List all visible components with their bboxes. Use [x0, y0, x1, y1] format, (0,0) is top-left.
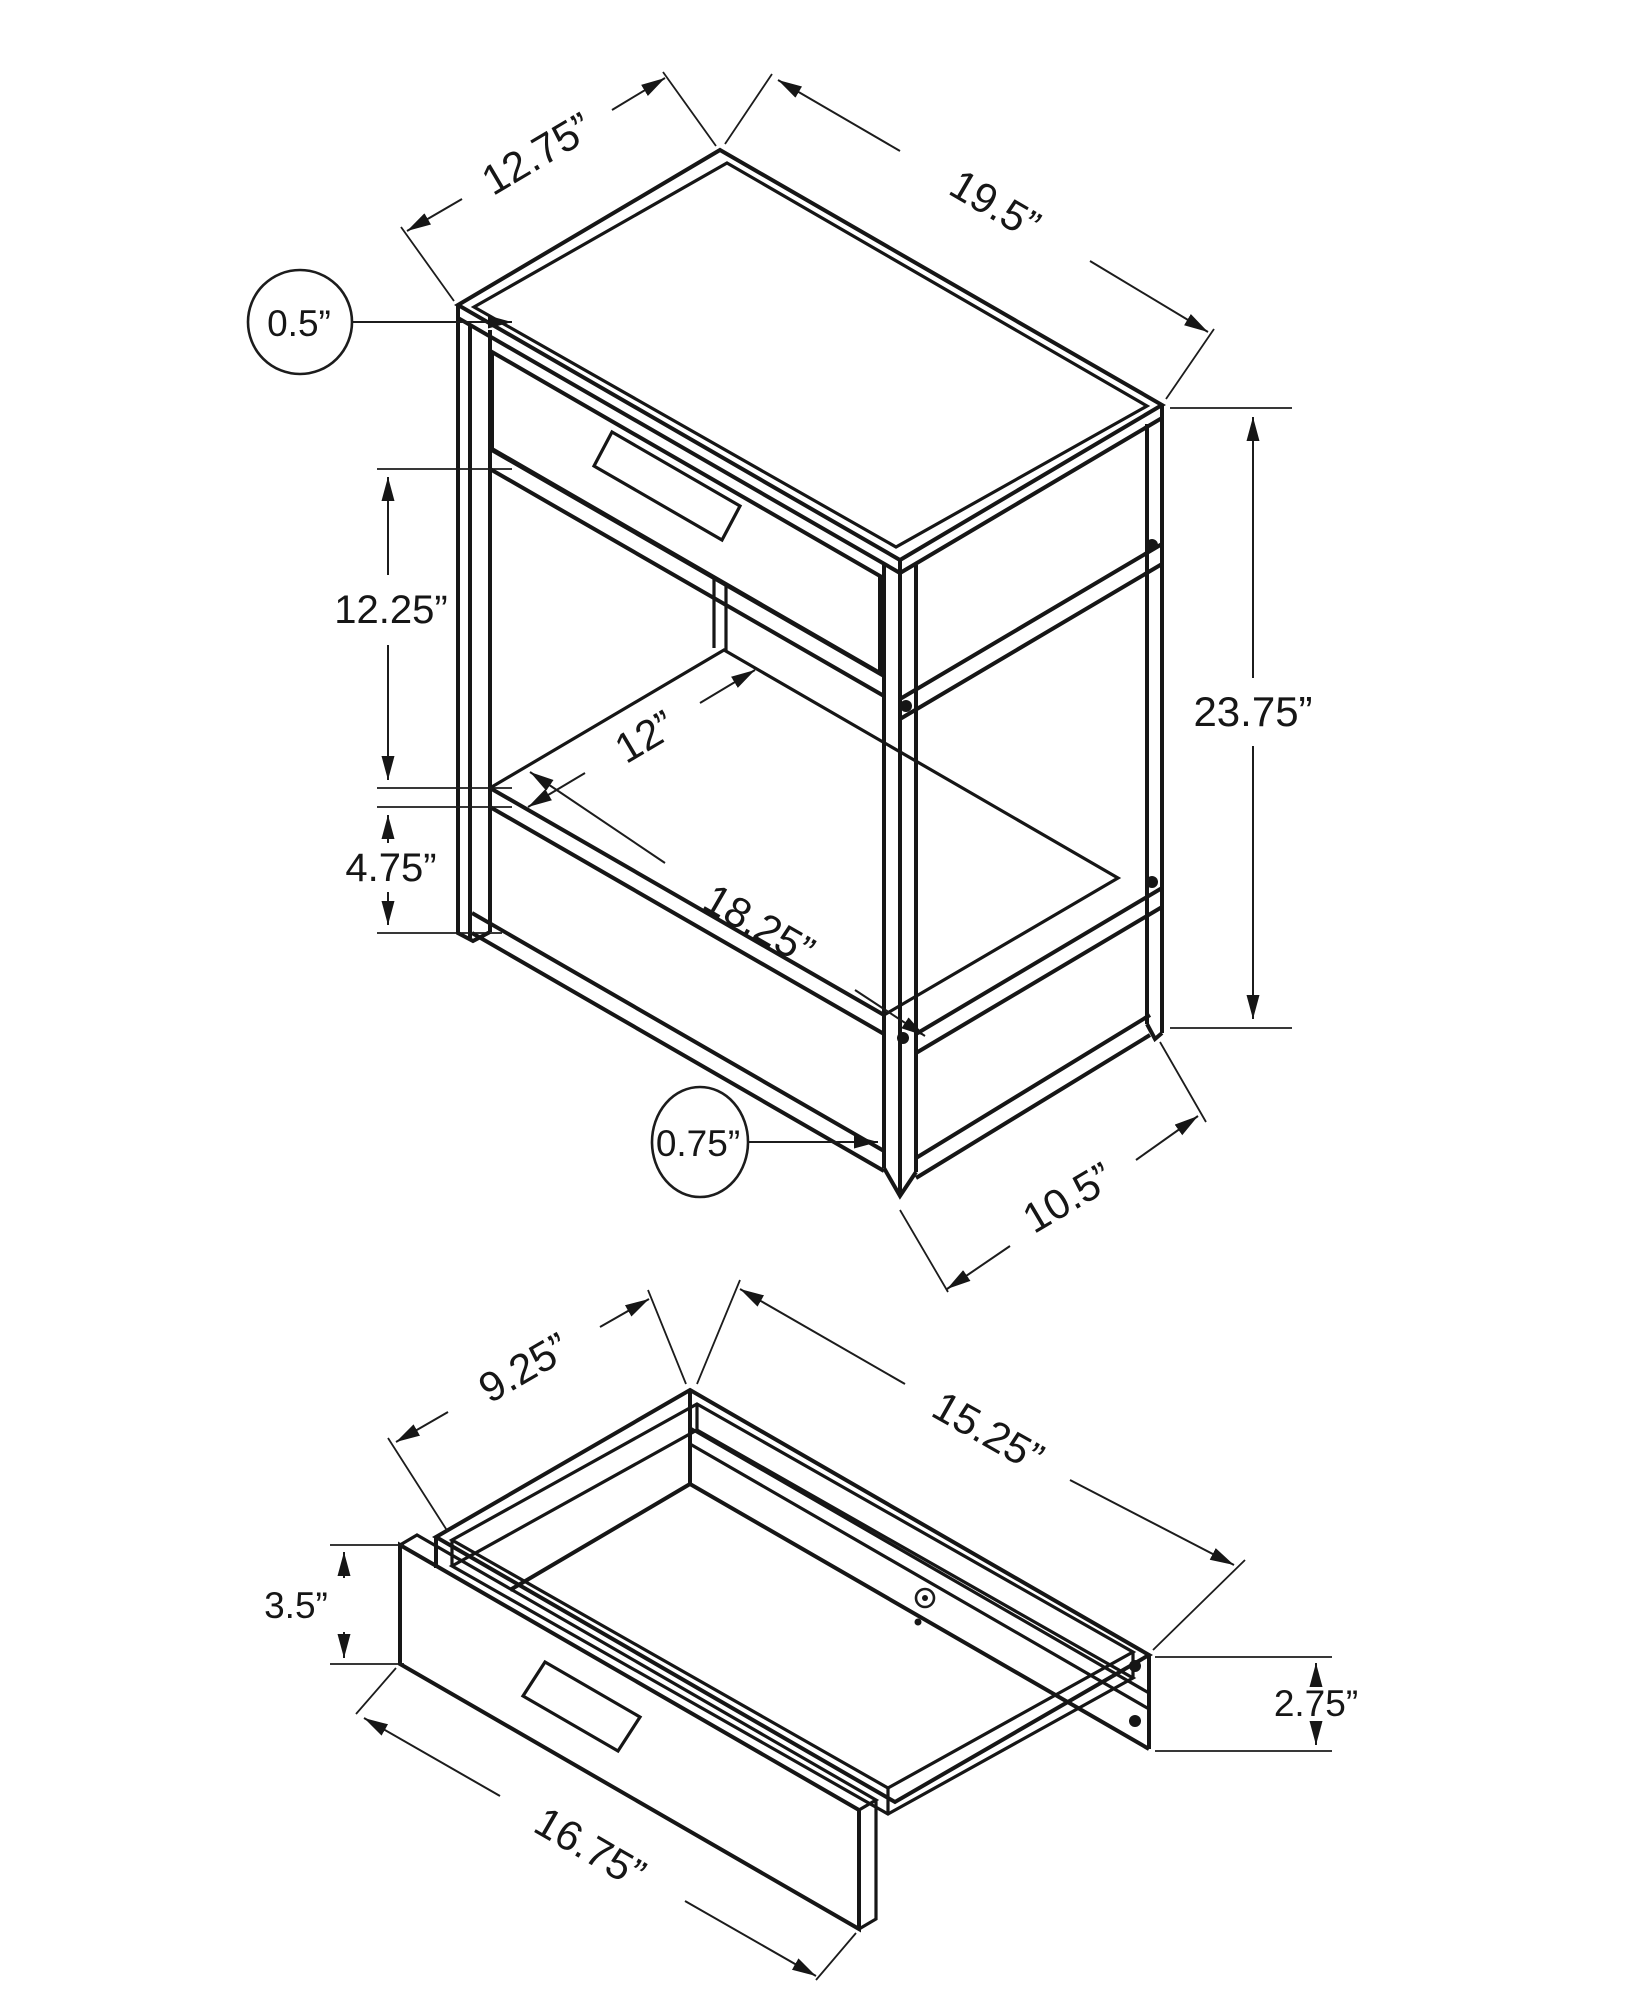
floor-rail-right	[916, 1015, 1150, 1178]
dim-base-depth	[947, 1116, 1198, 1289]
screw-small-dot	[915, 1619, 922, 1626]
screw-right-upper	[1129, 1660, 1141, 1672]
drawer-front-panel	[492, 352, 880, 673]
dim-top-depth	[407, 78, 665, 231]
dim-front-height	[264, 1552, 344, 1658]
drawer-box-side-panel-lines	[900, 544, 1162, 719]
keyhole-screw-center	[922, 1595, 928, 1601]
dim-inner-length-label: 15.25”	[924, 1381, 1052, 1482]
dim-front-width-label: 16.75”	[526, 1797, 654, 1898]
table-view	[248, 72, 1313, 1292]
bolt-front-leg-lower	[897, 1032, 909, 1044]
dim-top-thickness-label: 0.5”	[267, 303, 331, 344]
dim-inner-length	[740, 1289, 1234, 1565]
dim-base-depth-label: 10.5”	[1014, 1152, 1121, 1243]
table-extension-lines	[377, 72, 1292, 1292]
dim-frame-tube-label: 0.75”	[655, 1123, 741, 1164]
dim-top-length-label: 19.5”	[942, 160, 1049, 250]
dim-shelf-depth	[528, 670, 755, 807]
dim-front-width	[364, 1718, 816, 1976]
dim-shelf-length-label: 18.25”	[695, 874, 823, 975]
dim-overall-height	[1193, 417, 1312, 1019]
dim-shelf-length	[530, 772, 925, 1036]
tabletop-inner-edge	[474, 163, 1147, 547]
screw-right-lower	[1129, 1715, 1141, 1727]
dim-shelf-depth-label: 12”	[606, 700, 683, 773]
dim-inner-depth	[396, 1299, 649, 1442]
shelf-front-rail	[490, 788, 884, 1034]
back-leg-visible-segment	[714, 578, 726, 652]
bolt-right-leg-upper	[1146, 539, 1158, 551]
dim-top-length	[778, 80, 1208, 332]
dim-inner-depth-label: 9.25”	[470, 1323, 577, 1412]
dim-overall-height-label: 23.75”	[1193, 688, 1313, 735]
right-leg	[1147, 418, 1162, 1039]
bolt-right-leg-lower	[1146, 876, 1158, 888]
dim-side-height-label: 2.75”	[1273, 1683, 1359, 1724]
dim-front-height-label: 3.5”	[264, 1585, 328, 1626]
dim-side-height	[1274, 1663, 1358, 1745]
dim-shelf-to-floor	[345, 815, 436, 925]
dim-shelf-to-floor-label: 4.75”	[345, 846, 437, 890]
drawer-slide-rail-lines	[690, 1428, 1149, 1709]
dim-drawer-to-shelf	[334, 477, 447, 780]
bolt-front-leg-upper	[900, 700, 912, 712]
front-rail-under-drawer	[490, 449, 884, 696]
left-leg	[458, 318, 490, 941]
drawer-view	[264, 1280, 1358, 1980]
dim-top-depth-label: 12.75”	[473, 103, 600, 205]
front-leg	[884, 565, 916, 1196]
dim-top-thickness	[248, 270, 512, 374]
dim-drawer-to-shelf-label: 12.25”	[334, 588, 448, 632]
drawer-left-side-face	[436, 1484, 690, 1590]
